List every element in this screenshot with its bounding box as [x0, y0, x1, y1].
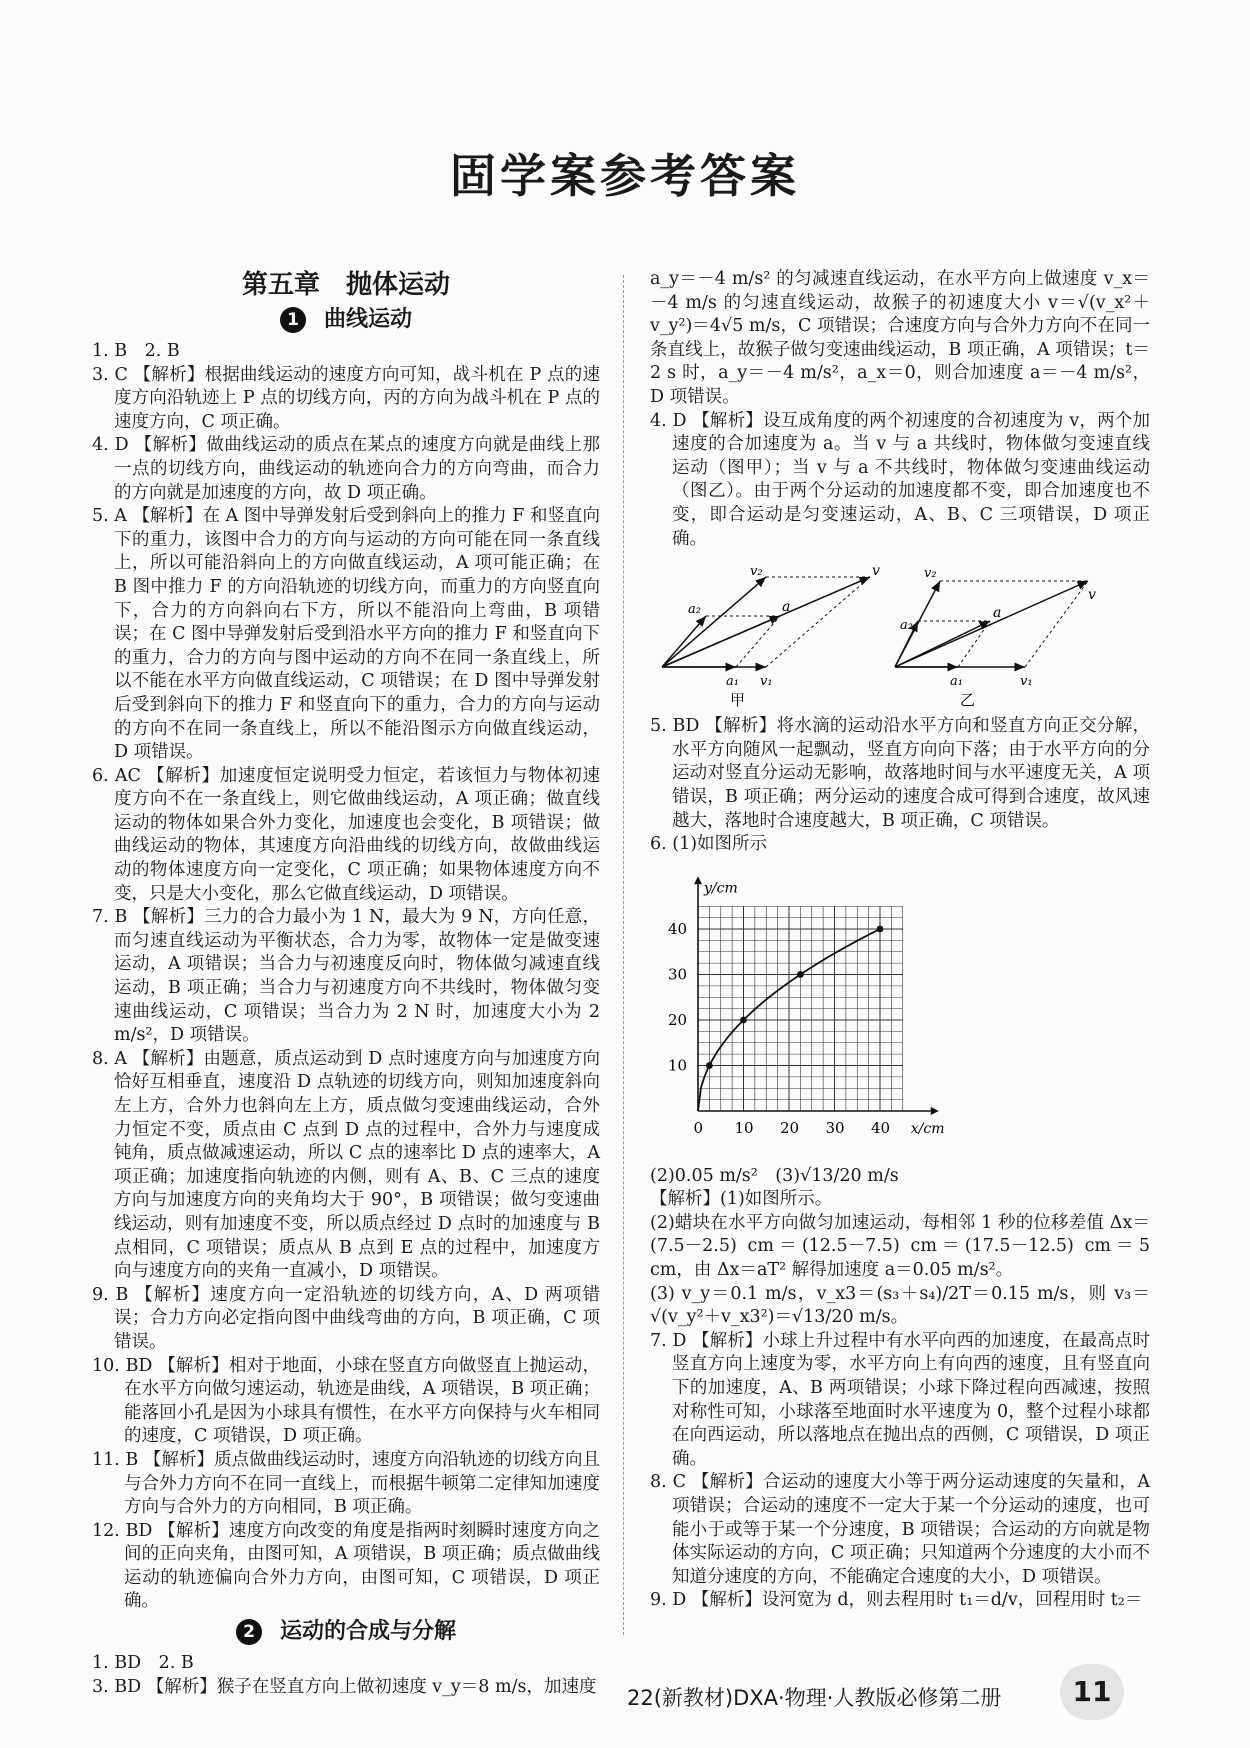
data-point	[740, 1016, 747, 1023]
answer-item: 8. C 【解析】合运动的速度大小等于两分运动速度的矢量和，A 项错误；合运动的速度不一定大于某一个分运动的速度，也可能小于或等于某一个分速度，B 项错误；合运动的方向就是物体实际运动的方向，C 项正确；只知道两个分速度的大小而不知道分速度的方向，不能确定合速度的大小，D 项错误。	[650, 1472, 1150, 1587]
answer-item: 1. BD 2. B	[92, 1653, 194, 1674]
left-column	[92, 268, 600, 1699]
answer-item: 9. B 【解析】速度方向一定沿轨迹的切线方向，A、D 两项错误；合力方向必定指向图中曲线弯曲的方向，B 项正确，C 项错误。	[92, 1284, 600, 1352]
data-point	[706, 1062, 713, 1069]
x-tick-label: 20	[780, 1118, 800, 1137]
trajectory-chart-svg	[650, 859, 980, 1159]
dashed-line	[1025, 581, 1088, 667]
y-axis-label: y/cm	[704, 879, 738, 896]
diagram-jia	[662, 563, 880, 709]
v-vector	[895, 581, 1088, 667]
label-v: v	[1088, 587, 1096, 604]
label-a: a	[782, 599, 791, 616]
chapter-title: 第五章 抛体运动	[241, 270, 450, 300]
label-v: v	[872, 563, 880, 580]
footer-text: 22(新教材)DXA·物理·人教版必修第二册	[627, 1686, 1002, 1710]
trajectory-chart	[650, 859, 1150, 1159]
answer-item: 9. D 【解析】设河宽为 d，则去程用时 t₁＝d/v，回程用时 t₂＝	[650, 1590, 1143, 1611]
caption-jia: 甲	[730, 691, 746, 710]
column-divider	[623, 275, 624, 1635]
data-point	[877, 925, 884, 932]
dashed-line	[766, 577, 870, 667]
answer-item: 5. A 【解析】在 A 图中导弹发射后受到斜向上的推力 F 和竖直向下的重力，该图中合力的方向与运动的方向可能在同一条直线上，所以可能沿斜向上的方向做直线运动，A 项可能正确；在 B 图中推力 F 的方向沿轨迹的切线方向，而重力的方向竖直向下，合力的方向斜向右下方，所以不能沿向上弯曲，B 项错误；在 C 图中导弹发射后受到沿水平方向的推力 F 和竖直向下的重力，合力的方向与图中运动的方向不在同一条直线上，所以不能在水平方向做直线运动，C 项错误；在 D 图中导弹发射后受到斜向下的推力 F 和竖直向下的重力，合力的方向与运动的方向不在同一条直线上，所以不能沿图示方向做直线运动，D 项错误。	[92, 506, 600, 763]
label-a1: a₁	[726, 674, 739, 690]
x-axis-arrow	[931, 1107, 939, 1115]
label-v1: v₁	[1020, 674, 1033, 690]
answer-item: 7. B 【解析】三力的合力最小为 1 N，最大为 9 N，方向任意，而匀速直线运动为平衡状态，合力为零，故物体一定是做变速运动，A 项错误；当合力与初速度反向时，物体做匀减速直线运动，B 项正确；当合力与初速度方向不共线时，物体做匀变速曲线运动，C 项错误；当合力为 2 N 时，加速度大小为 2 m/s²，D 项错误。	[92, 907, 600, 1046]
answer-item: 6. AC 【解析】加速度恒定说明受力恒定，若该恒力与物体初速度方向不在一条直线上，则它做曲线运动，A 项正确；做直线运动的物体如果合外力变化，加速度也会变化，B 项错误；做曲线运动的物体，其速度方向沿曲线的切线方向，故做曲线运动的物体速度方向一定变化，C 项正确；如果物体速度方向不变，只是大小变化，那么它做直线运动，D 项错误。	[92, 765, 600, 904]
y-tick-label: 30	[668, 965, 688, 984]
section-heading-1	[92, 304, 600, 336]
y-tick-label: 10	[668, 1056, 688, 1075]
diagram-yi	[895, 566, 1096, 709]
answer-item: 4. D 【解析】设互成角度的两个初速度的合初速度为 v，两个加速度的合加速度为 a。当 v 与 a 共线时，物体做匀变速直线运动（图甲）；当 v 与 a 不共线时，物体做匀变速曲线运动（图乙）。由于两个分运动的加速度都不变，即合加速度也不变，即合运动是匀变速运动，A、B、C 三项错误，D 项正确。	[650, 410, 1150, 549]
label-a2: a₂	[688, 602, 701, 618]
page-number: 11	[1060, 1664, 1124, 1720]
section-title: 运动的合成与分解	[279, 1619, 456, 1645]
chart-grid	[698, 906, 903, 1111]
answer-item: (3) v_y＝0.1 m/s，v_x3＝(s₃＋s₄)/2T＝0.15 m/s，则 v₃＝√(v_y²＋v_x3²)＝√13/20 m/s。	[650, 1283, 1150, 1328]
section-number-badge: 1	[280, 307, 306, 333]
section-number-badge: 2	[236, 1619, 262, 1645]
x-tick-label: 0	[693, 1118, 704, 1137]
vector-diagrams-svg	[650, 559, 1096, 710]
label-v2: v₂	[924, 566, 937, 582]
answer-item: (2)蜡块在水平方向做匀加速运动，每相邻 1 秒的位移差值 Δx＝(7.5－2.5) cm＝(12.5－7.5) cm＝(17.5－12.5) cm＝5 cm，由 Δx＝aT² 解得加速度 a＝0.05 m/s²。	[650, 1212, 1150, 1281]
answer-item: 【解析】(1)如图所示。	[650, 1189, 833, 1210]
chart-axes	[694, 876, 939, 1115]
dashed-line	[958, 621, 990, 667]
x-tick-label: 10	[734, 1118, 754, 1137]
answer-item: 12. BD 【解析】速度方向改变的角度是指两时刻瞬时速度方向之间的正向夹角，由图可知，A 项错误，B 项正确；质点做曲线运动的轨迹偏向合外力方向，由图可知，C 项错误，D 项正确。	[92, 1520, 600, 1612]
x-tick-label: 30	[825, 1118, 845, 1137]
page-title: 固学案参考答案	[450, 149, 800, 203]
section-title: 曲线运动	[323, 307, 412, 332]
y-tick-label: 20	[668, 1010, 688, 1029]
answer-item: 10. BD 【解析】相对于地面，小球在竖直方向做竖直上抛运动，在水平方向做匀速运动，轨迹是曲线，A 项错误，B 项正确；能落回小孔是因为小球具有惯性，在水平方向保持与火车相同的速度，C 项错误，D 项正确。	[92, 1355, 600, 1447]
label-a2: a₂	[900, 618, 913, 634]
answer-item: 3. BD 【解析】猴子在竖直方向上做初速度 v_y＝8 m/s，加速度	[92, 1676, 597, 1697]
right-column	[650, 268, 1150, 1613]
dashed-line	[736, 616, 780, 667]
y-tick-label: 40	[668, 919, 688, 938]
answer-item: 1. B 2. B	[92, 341, 180, 361]
answer-item: 4. D 【解析】做曲线运动的质点在某点的速度方向就是曲线上那一点的切线方向，曲线运动的轨迹向合力的方向弯曲，而合力的方向就是加速度的方向，故 D 项正确。	[92, 435, 600, 503]
answer-item: 6. (1)如图所示	[650, 834, 768, 855]
answer-item: 7. D 【解析】小球上升过程中有水平向西的加速度，在最高点时竖直方向上速度为零，水平方向上有向西的速度，且有竖直向下的加速度，A、B 两项错误；小球下降过程向西减速，按照对称性可知，小球落至地面时水平速度为 0，整个过程小球都在向西运动，所以落地点在抛出点的西侧，C 项错误，D 项正确。	[650, 1330, 1150, 1469]
x-axis-label: x/cm	[910, 1120, 945, 1137]
x-tick-label: 40	[871, 1118, 891, 1137]
section-heading-2	[92, 1616, 600, 1648]
vector-diagrams	[650, 559, 1150, 709]
label-v1: v₁	[760, 674, 773, 690]
answer-continuation: a_y＝－4 m/s² 的匀减速直线运动，在水平方向上做速度 v_x＝－4 m/s 的匀速直线运动，故猴子的初速度大小 v＝√(v_x²＋v_y²)＝4√5 m/s，C 项错误；合速度方向与合外力方向不在同一条直线上，故猴子做匀变速曲线运动，B 项正确，A 项错误；t＝2 s 时，a_y＝－4 m/s²，a_x＝0，则合加速度 a＝－4 m/s²，D 项错误。	[650, 269, 1150, 407]
answer-item: 8. A 【解析】由题意，质点运动到 D 点时速度方向与加速度方向恰好互相垂直，速度沿 D 点轨迹的切线方向，则知加速度斜向左上方，合外力也斜向左上方，质点做匀变速曲线运动，合外力恒定不变，质点由 C 点到 D 点的过程中，合外力与速度成钝角，质点做减速运动，所以 C 点的速率比 D 点的速率大，A 项正确；加速度指向轨迹的内侧，则有 A、B、C 三点的速度方向与加速度方向的夹角均大于 90°，B 项错误；做匀变速曲线运动，则有加速度不变，所以质点经过 D 点时的加速度与 B 点相同，C 项错误；质点从 B 点到 E 点的过程中，加速度方向与速度方向的夹角一直减小，D 项错误。	[92, 1048, 600, 1282]
y-axis-arrow	[694, 876, 702, 884]
a2-vector	[662, 616, 706, 667]
label-v2: v₂	[750, 564, 763, 580]
answer-item: 11. B 【解析】质点做曲线运动时，速度方向沿轨迹的切线方向且与合外力方向不在同一直线上，而根据牛顿第二定律知加速度方向与合外力的方向相同，B 项正确。	[92, 1449, 600, 1518]
a-vector	[662, 616, 780, 667]
answer-item: 5. BD 【解析】将水滴的运动沿水平方向和竖直方向正交分解，水平方向随风一起飘动，竖直方向向下落；由于水平方向的分运动对竖直分运动无影响，故落地时间与水平速度无关，A 项错误，B 项正确；两分运动的速度合成可得到合速度，故风速越大，落地时合速度越大，B 项正确，C 项错误。	[650, 716, 1150, 831]
data-point	[797, 971, 804, 978]
caption-yi: 乙	[960, 691, 976, 710]
label-a: a	[993, 605, 1002, 622]
chart-tick-labels	[668, 920, 890, 1137]
v2-vector	[662, 577, 766, 667]
answer-item: 3. C 【解析】根据曲线运动的速度方向可知，战斗机在 P 点的速度方向沿轨迹上 P 点的切线方向，丙的方向为战斗机在 P 点的速度方向，C 项正确。	[92, 364, 600, 432]
answer-item: (2)0.05 m/s² (3)√13/20 m/s	[650, 1165, 899, 1186]
label-a1: a₁	[950, 674, 963, 690]
